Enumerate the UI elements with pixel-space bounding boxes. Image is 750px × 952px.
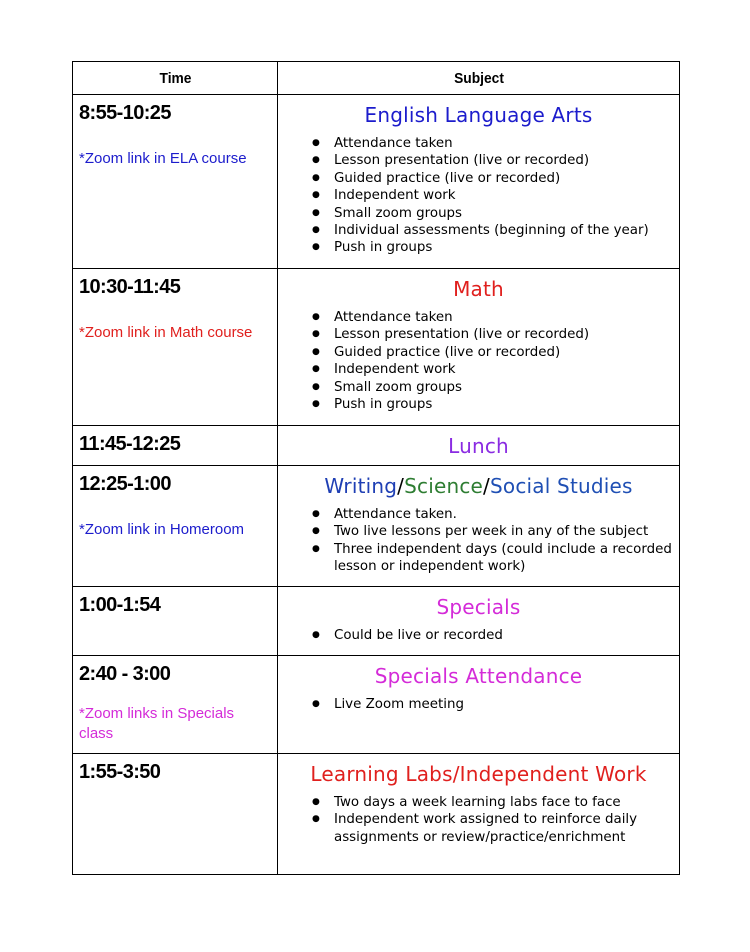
subject-title (278, 474, 679, 498)
time-slot: 12:25-1:00 (79, 473, 171, 495)
subject-cell (278, 426, 680, 466)
subject-title: Specials (436, 595, 521, 619)
subject-title: Specials Attendance (374, 664, 583, 688)
time-slot: 1:00-1:54 (79, 594, 161, 616)
list-item: ● Live Zoom meeting (334, 696, 679, 713)
list-item: ● Guided practice (live or recorded) (334, 344, 679, 361)
list-item: ● Independent work (334, 187, 679, 204)
time-slot: 8:55-10:25 (79, 102, 171, 124)
subject-cell (278, 466, 680, 587)
schedule-row-specials (73, 587, 680, 656)
list-item: ● Individual assessments (beginning of the year) (334, 222, 679, 239)
subject-cell (278, 754, 680, 875)
subject-social-studies: Social Studies (490, 474, 633, 498)
zoom-link-note: *Zoom link in ELA course (79, 150, 247, 167)
subject-title: Learning Labs/Independent Work (310, 762, 647, 786)
list-item: ● Attendance taken (334, 135, 679, 152)
list-item: ● Attendance taken (334, 309, 679, 326)
time-cell (73, 95, 278, 269)
list-item: ● Independent work assigned to reinforce daily assignments or review/practice/enrichment (334, 811, 679, 846)
list-item: ● Two live lessons per week in any of the subject (334, 523, 679, 540)
schedule-row-lunch (73, 426, 680, 466)
list-item: ● Guided practice (live or recorded) (334, 170, 679, 187)
zoom-link-note: *Zoom link in Math course (79, 324, 253, 341)
subject-title: English Language Arts (364, 103, 593, 127)
schedule-row-writing-science-social-studies (73, 466, 680, 587)
activity-list (278, 627, 679, 644)
subject-column-header: Subject (294, 62, 664, 95)
subject-cell (278, 95, 680, 269)
list-item: ● Three independent days (could include a recorded lesson or independent work) (334, 541, 679, 576)
list-item: ● Lesson presentation (live or recorded) (334, 326, 679, 343)
time-cell (73, 656, 278, 754)
time-cell (73, 754, 278, 875)
subject-cell (278, 656, 680, 754)
time-slot: 2:40 - 3:00 (79, 663, 171, 685)
zoom-link-note: *Zoom link in Homeroom (79, 521, 245, 538)
time-cell (73, 426, 278, 466)
list-item: ● Independent work (334, 361, 679, 378)
activity-list (278, 794, 679, 846)
subject-separator: / (483, 474, 490, 498)
list-item: ● Could be live or recorded (334, 627, 679, 644)
schedule-row-specials-attendance (73, 656, 680, 754)
time-slot: 1:55-3:50 (79, 761, 161, 783)
zoom-link-note: *Zoom links in Specials class (79, 705, 235, 742)
subject-science: Science (404, 474, 484, 498)
schedule-row-learning-labs (73, 754, 680, 875)
activity-list (278, 696, 679, 713)
list-item: ● Push in groups (334, 239, 679, 256)
list-item: ● Push in groups (334, 396, 679, 413)
schedule-row-math (73, 269, 680, 426)
time-cell (73, 587, 278, 656)
activity-list (278, 135, 679, 257)
subject-title: Math (453, 277, 504, 301)
time-column-header: Time (81, 62, 270, 95)
time-cell (73, 269, 278, 426)
subject-writing: Writing (324, 474, 398, 498)
list-item: ● Two days a week learning labs face to face (334, 794, 679, 811)
list-item: ● Small zoom groups (334, 379, 679, 396)
subject-cell (278, 587, 680, 656)
schedule-table (72, 61, 680, 875)
subject-title: Lunch (448, 434, 509, 458)
subject-cell (278, 269, 680, 426)
list-item: ● Attendance taken. (334, 506, 679, 523)
header-row (73, 62, 680, 95)
time-slot: 11:45-12:25 (79, 433, 181, 455)
subject-separator: / (397, 474, 405, 498)
schedule-row-ela (73, 95, 680, 269)
time-slot: 10:30-11:45 (79, 276, 181, 298)
time-cell (73, 466, 278, 587)
activity-list (278, 309, 679, 413)
list-item: ● Lesson presentation (live or recorded) (334, 152, 679, 169)
list-item: ● Small zoom groups (334, 205, 679, 222)
activity-list (278, 506, 679, 576)
